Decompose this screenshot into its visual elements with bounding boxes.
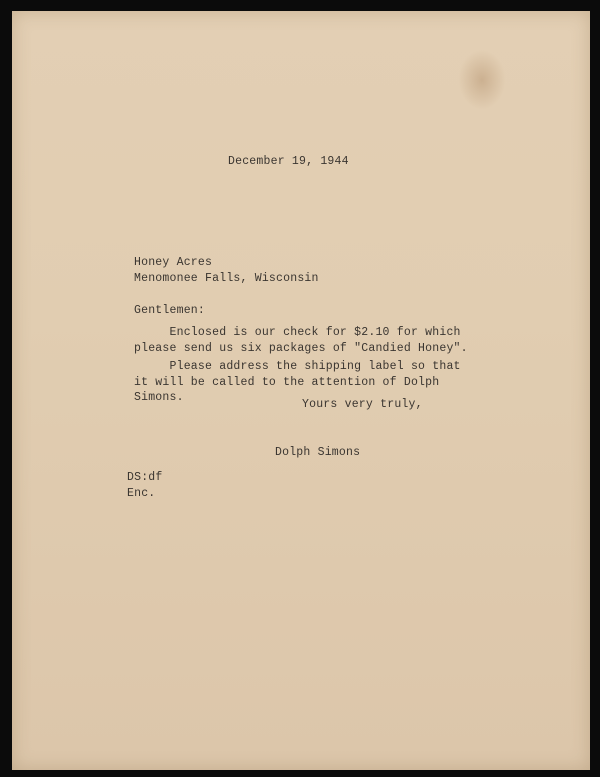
body-line: it will be called to the attention of Dolph — [134, 375, 440, 389]
complimentary-closing: Yours very truly, — [302, 398, 423, 411]
recipient-address — [134, 255, 319, 286]
recipient-line: Menomonee Falls, Wisconsin — [134, 271, 319, 285]
reference-line: DS:df — [127, 471, 163, 484]
body-line: Simons. — [134, 391, 184, 404]
salutation: Gentlemen: — [134, 304, 206, 317]
paper-stain — [458, 50, 506, 110]
body-paragraph-1 — [134, 325, 468, 356]
body-line: Enclosed is our check for $2.10 for which — [134, 326, 461, 339]
body-line: Please address the shipping label so that — [134, 360, 461, 373]
reference-initials — [127, 470, 163, 501]
letter-date: December 19, 1944 — [228, 155, 349, 168]
signer-name: Dolph Simons — [275, 446, 361, 459]
reference-line: Enc. — [127, 486, 156, 500]
body-line: please send us six packages of "Candied Honey". — [134, 341, 468, 355]
recipient-line: Honey Acres — [134, 256, 213, 269]
